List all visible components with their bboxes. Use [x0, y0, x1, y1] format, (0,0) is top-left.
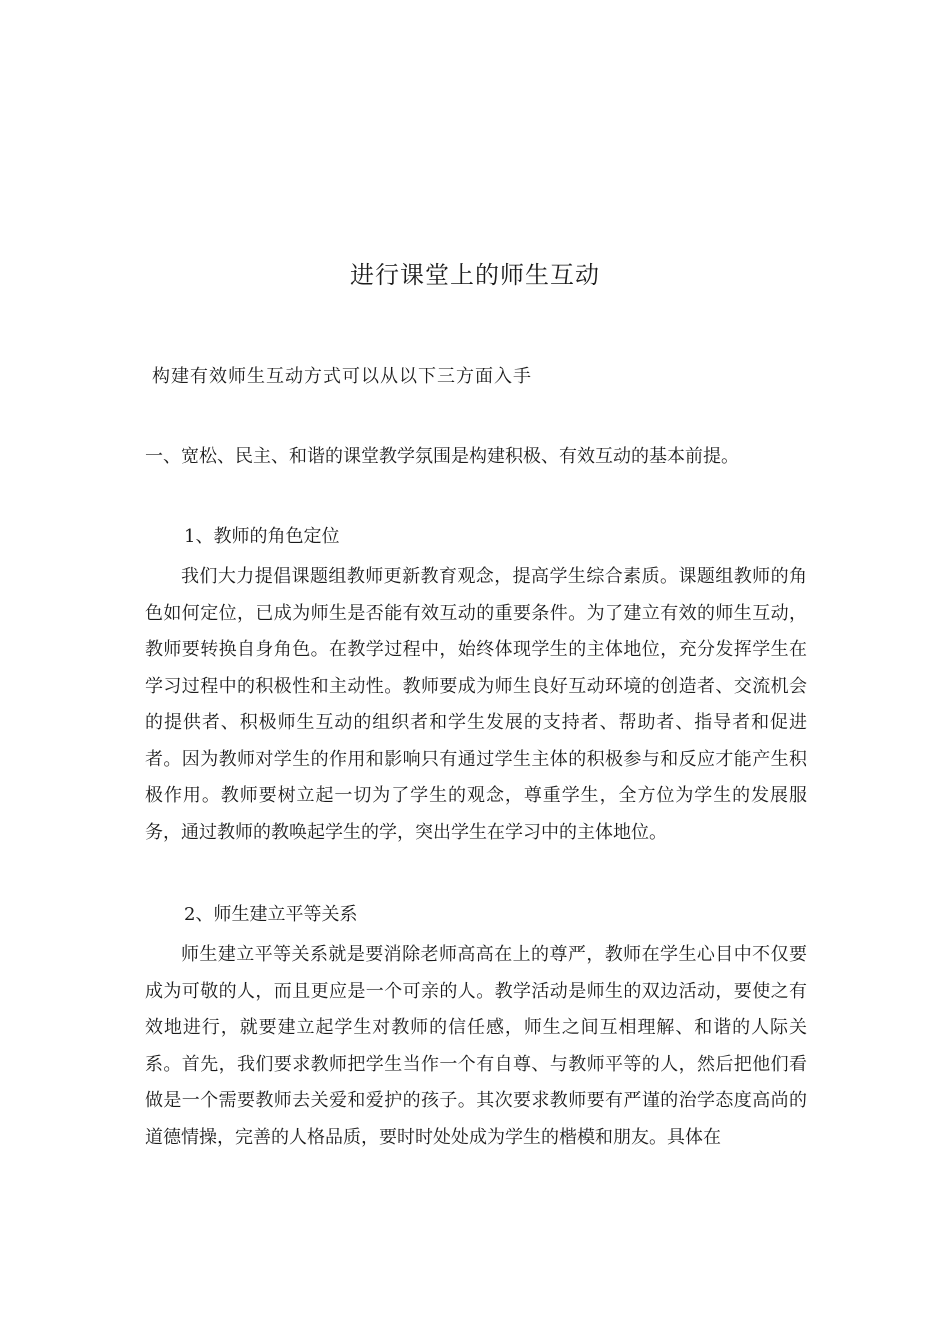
subsection-paragraph-equality: 师生建立平等关系就是要消除老师高高在上的尊严，教师在学生心目中不仅要成为可敬的人，而且更应是一个可亲的人。教学活动是师生的双边活动，要使之有效地进行，就要建立起学生对教师的信任感，师生之间互相理解、和谐的人际关系。首先，我们要求教师把学生当作一个有自尊、与教师平等的人，然后把他们看做是一个需要教师去关爱和爱护的孩子。其次要求教师要有严谨的治学态度高尚的道德情操，完善的人格品质，要时时处处成为学生的楷模和朋友。具体在: [145, 944, 807, 1148]
section-heading: 一、宽松、民主、和谐的课堂教学氛围是构建积极、有效互动的基本前提。: [145, 446, 739, 467]
subsection-heading-role: 1、教师的角色定位: [184, 526, 340, 547]
subsection-paragraph-role: 我们大力提倡课题组教师更新教育观念，提高学生综合素质。课题组教师的角色如何定位，已成为师生是否能有效互动的重要条件。为了建立有效的师生互动，教师要转换自身角色。在教学过程中，始终体现学生的主体地位，充分发挥学生在学习过程中的积极性和主动性。教师要成为师生良好互动环境的创造者、交流机会的提供者、积极师生互动的组织者和学生发展的支持者、帮助者、指导者和促进者。因为教师对学生的作用和影响只有通过学生主体的积极参与和反应才能产生积极作用。教师要树立起一切为了学生的观念，尊重学生，全方位为学生的发展服务，通过教师的教唤起学生的学，突出学生在学习中的主体地位。: [145, 566, 807, 843]
subsection-heading-equality: 2、师生建立平等关系: [184, 904, 358, 925]
document-subtitle: 构建有效师生互动方式可以从以下三方面入手: [152, 366, 532, 387]
document-title: 进行课堂上的师生互动: [350, 261, 600, 289]
